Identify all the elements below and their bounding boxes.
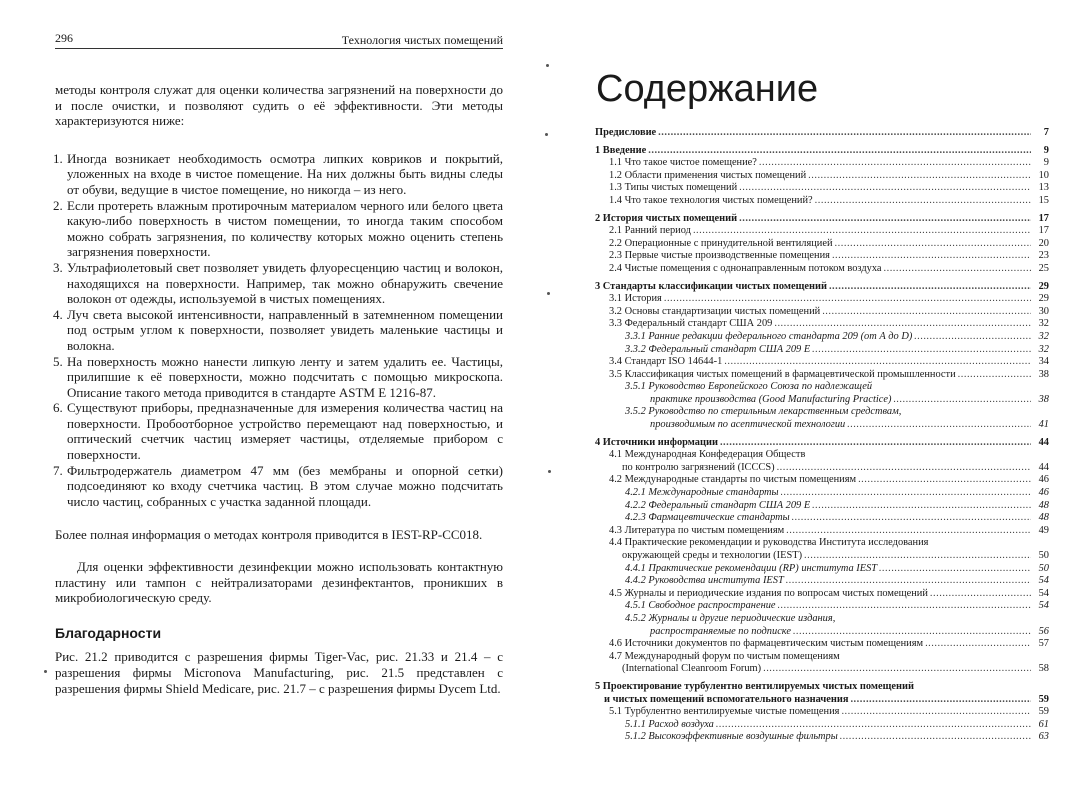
toc-page-number: 46 xyxy=(1038,487,1049,499)
toc-spacer xyxy=(595,432,1049,435)
running-title: Технология чистых помещений xyxy=(341,33,503,47)
toc-entry-title: 3.5 Классификация чистых помещений в фармацевтической промышленности xyxy=(609,368,956,380)
toc-entry-title: Предисловие xyxy=(595,127,657,138)
toc-entry xyxy=(595,157,1049,170)
toc-page-number: 34 xyxy=(1038,356,1049,368)
toc-entry xyxy=(595,588,1049,601)
toc-entry xyxy=(595,318,1049,331)
right-page xyxy=(540,0,1079,792)
method-text: Луч света высокой интенсивности, направленный в затемненном помещении под острым углом к поверхности, позволяет увидеть маленькие частицы и волокна. xyxy=(67,306,503,353)
toc-entry-title: и чистых помещений вспомогательного назначения xyxy=(604,693,849,705)
toc-entry xyxy=(595,225,1049,238)
toc-leader-dots xyxy=(781,487,1031,500)
method-number: 4. xyxy=(53,306,63,322)
toc-entry xyxy=(595,525,1049,538)
toc-leader-dots xyxy=(850,694,1031,707)
toc-entry xyxy=(595,419,1049,432)
toc-page-number: 10 xyxy=(1038,169,1049,181)
toc-page-number: 49 xyxy=(1038,524,1049,536)
toc-entry xyxy=(595,638,1049,651)
toc-page-number: 41 xyxy=(1038,419,1049,431)
toc-entry xyxy=(595,250,1049,263)
toc-leader-dots xyxy=(786,575,1031,588)
toc-leader-dots xyxy=(664,293,1031,306)
toc-leader-dots xyxy=(716,719,1031,732)
toc-leader-dots xyxy=(815,195,1031,208)
toc-page-number: 9 xyxy=(1043,144,1049,156)
toc-page-number: 32 xyxy=(1038,318,1049,330)
toc-leader-dots xyxy=(777,462,1031,475)
method-number: 6. xyxy=(53,400,63,416)
toc-entry xyxy=(595,170,1049,183)
toc-leader-dots xyxy=(763,663,1031,676)
toc-entry xyxy=(595,719,1049,732)
toc-leader-dots xyxy=(832,250,1031,263)
toc-leader-dots xyxy=(774,318,1031,331)
toc-page-number: 29 xyxy=(1038,280,1049,292)
toc-page-number: 48 xyxy=(1038,499,1049,511)
toc-entry-title: 2.3 Первые чистые производственные помещения xyxy=(609,250,830,262)
contents-title: Содержание xyxy=(596,68,819,110)
toc-page-number: 15 xyxy=(1038,194,1049,206)
toc-leader-dots xyxy=(925,638,1031,651)
toc-leader-dots xyxy=(884,263,1032,276)
method-item xyxy=(55,400,503,462)
toc-entry-title: 5.1 Турбулентно вентилируемые чистые помещения xyxy=(609,706,840,718)
toc-page-number: 50 xyxy=(1038,550,1049,561)
toc-entry-title: 3.5.2 Руководство по стерильным лекарственным средствам, xyxy=(625,406,902,418)
method-number: 3. xyxy=(53,259,63,275)
toc-entry-title: 4 Источники информации xyxy=(595,436,718,448)
toc-entry-title: 4.3 Литература по чистым помещениям xyxy=(609,524,785,536)
toc-entry xyxy=(595,474,1049,487)
toc-page-number: 58 xyxy=(1038,663,1049,675)
toc-entry-title: (International Cleanroom Forum) xyxy=(622,663,762,675)
toc-entry-title: 4.4.1 Практические рекомендации (RP) института IEST xyxy=(625,562,878,574)
toc-entry xyxy=(595,449,1049,462)
acknowledgements-heading: Благодарности xyxy=(55,624,162,641)
toc-entry xyxy=(595,394,1049,407)
toc-page-number: 38 xyxy=(1038,368,1049,380)
toc-entry xyxy=(595,293,1049,306)
toc-page-number: 61 xyxy=(1038,718,1049,730)
toc-entry-title: 3.4 Стандарт ISO 14644-1 xyxy=(609,356,723,368)
toc-leader-dots xyxy=(658,127,1031,140)
toc-page-number: 44 xyxy=(1038,461,1049,473)
toc-leader-dots xyxy=(804,550,1031,563)
toc-entry-title: 3 Стандарты классификации чистых помещений xyxy=(595,280,827,292)
toc-entry xyxy=(595,195,1049,208)
toc-page-number: 7 xyxy=(1043,127,1049,138)
toc-page-number: 56 xyxy=(1038,625,1049,637)
toc-leader-dots xyxy=(739,213,1031,226)
toc-spacer xyxy=(595,276,1049,279)
toc-entry xyxy=(595,281,1049,294)
toc-entry xyxy=(595,437,1049,450)
toc-leader-dots xyxy=(840,731,1031,744)
toc-entry-title: 4.6 Источники документов по фармацевтическим чистым помещениям xyxy=(609,638,924,650)
toc-leader-dots xyxy=(808,170,1031,183)
toc-leader-dots xyxy=(958,369,1031,382)
toc-spacer xyxy=(595,676,1049,679)
toc-entry-title: практике производства (Good Manufacturing Practice) xyxy=(650,393,892,405)
toc-leader-dots xyxy=(720,437,1031,450)
table-of-contents xyxy=(595,125,1049,744)
scan-speck xyxy=(547,292,550,295)
toc-entry xyxy=(595,681,1049,694)
toc-leader-dots xyxy=(786,525,1031,538)
method-text: Иногда возникает необходимость осмотра липких ковриков и покрытий, уложенных на входе в чистое помещение. На них должны быть видны следы от обуви, ведущие в чистое помещение, но никогда – из него. xyxy=(67,150,503,197)
toc-entry xyxy=(595,127,1049,140)
toc-leader-dots xyxy=(693,225,1031,238)
toc-entry xyxy=(595,213,1049,226)
toc-entry xyxy=(595,306,1049,319)
toc-entry xyxy=(595,663,1049,676)
toc-entry xyxy=(595,651,1049,664)
more-info-paragraph: Более полная информация о методах контроля приводится в IEST-RP-CC018. xyxy=(55,527,483,543)
toc-entry xyxy=(595,694,1049,707)
toc-entry-title: производимым по асептической технологии xyxy=(650,419,846,431)
toc-entry-title: 4.2.3 Фармацевтические стандарты xyxy=(625,512,790,524)
toc-leader-dots xyxy=(858,474,1031,487)
toc-entry-title: 1.1 Что такое чистое помещение? xyxy=(609,157,757,169)
toc-entry xyxy=(595,182,1049,195)
toc-page-number: 32 xyxy=(1038,330,1049,342)
toc-page-number: 20 xyxy=(1038,237,1049,249)
scan-speck xyxy=(548,470,551,473)
toc-entry-title: 1.3 Типы чистых помещений xyxy=(609,182,738,194)
scan-speck xyxy=(546,64,549,67)
toc-page-number: 46 xyxy=(1038,474,1049,486)
method-text: Ультрафиолетовый свет позволяет увидеть флуоресценцию частиц и волокон, находящихся на поверхности. Например, так можно обнаружить свечение волокон от одежды, используемой в чистых помещениях. xyxy=(67,259,503,307)
toc-page-number: 59 xyxy=(1038,706,1049,718)
toc-entry xyxy=(595,487,1049,500)
toc-entry-title: по контролю загрязнений (ICCCS) xyxy=(622,461,775,473)
method-text: На поверхность можно нанести липкую ленту и затем удалить ее. Частицы, прилипшие к её поверхности, можно подсчитать с помощью микроскопа. Описание такого метода приводится в стандарте ASTM E 1216-87. xyxy=(67,353,503,400)
toc-entry xyxy=(595,381,1049,394)
toc-entry-title: 1.2 Области применения чистых помещений xyxy=(609,169,807,181)
toc-page-number: 29 xyxy=(1038,293,1049,305)
toc-entry-title: 2.4 Чистые помещения с однонаправленным потоком воздуха xyxy=(609,262,882,274)
toc-leader-dots xyxy=(841,706,1031,719)
toc-entry-title: окружающей среды и технологии (IEST) xyxy=(622,550,803,561)
method-item xyxy=(55,463,503,510)
toc-page-number: 32 xyxy=(1038,343,1049,355)
method-item xyxy=(55,354,503,401)
toc-leader-dots xyxy=(739,182,1031,195)
toc-page-number: 13 xyxy=(1038,182,1049,194)
toc-entry-title: 3.3.1 Ранние редакции федерального стандарта 209 (от А до D) xyxy=(625,330,913,342)
toc-leader-dots xyxy=(792,512,1031,525)
toc-entry-title: 4.1 Международная Конфедерация Обществ xyxy=(609,449,806,461)
toc-entry-title: 5.1.1 Расход воздуха xyxy=(625,718,714,730)
toc-entry-title: 3.1 История xyxy=(609,293,662,305)
toc-spacer xyxy=(595,208,1049,211)
toc-entry xyxy=(595,626,1049,639)
method-number: 7. xyxy=(53,462,63,478)
method-number: 5. xyxy=(53,353,63,369)
toc-entry xyxy=(595,406,1049,419)
method-text: Фильтродержатель диаметром 47 мм (без мембраны и опорной сетки) подсоединяют ко входу счетчика частиц. В этом случае можно подсчитать число частиц, собранных с участка заданной площади. xyxy=(67,462,503,509)
toc-entry-title: 4.4 Практические рекомендации и руководства Института исследования xyxy=(609,537,929,549)
toc-leader-dots xyxy=(847,419,1031,432)
method-item xyxy=(55,307,503,354)
scan-speck xyxy=(545,133,548,136)
toc-entry-title: 4.2 Международные стандарты по чистым помещениям xyxy=(609,474,857,486)
toc-page-number: 44 xyxy=(1038,436,1049,448)
toc-entry xyxy=(595,356,1049,369)
toc-entry xyxy=(595,500,1049,513)
toc-leader-dots xyxy=(778,600,1031,613)
toc-entry-title: 4.5.2 Журналы и другие периодические издания, xyxy=(625,612,836,624)
acknowledgements-text: Рис. 21.2 приводится с разрешения фирмы Tiger-Vac, рис. 21.33 и 21.4 – с разрешения фирмы Micronova Manufacturing, рис. 21.5 представлен с разрешения фирмы Shield Medicare, рис. 21.7 – с разрешения фирмы Dycem Ltd. xyxy=(55,649,503,696)
toc-entry-title: 1 Введение xyxy=(595,144,647,156)
left-body xyxy=(55,82,503,696)
toc-leader-dots xyxy=(879,563,1031,576)
toc-entry xyxy=(595,613,1049,626)
toc-page-number: 38 xyxy=(1038,393,1049,405)
toc-leader-dots xyxy=(812,500,1031,513)
toc-entry xyxy=(595,563,1049,576)
toc-entry xyxy=(595,145,1049,158)
toc-entry xyxy=(595,462,1049,475)
toc-spacer xyxy=(595,140,1049,143)
toc-page-number: 23 xyxy=(1038,250,1049,262)
toc-entry xyxy=(595,263,1049,276)
running-header xyxy=(55,28,503,49)
toc-page-number: 63 xyxy=(1038,731,1049,743)
toc-entry-title: 4.7 Международный форум по чистым помещениям xyxy=(609,650,840,662)
toc-entry xyxy=(595,600,1049,613)
toc-leader-dots xyxy=(835,238,1031,251)
page-number: 296 xyxy=(55,31,73,45)
disinfection-paragraph: Для оценки эффективности дезинфекции можно использовать контактную пластину или тампон с нейтрализаторами дезинфектантов, проникших в микробиологическую среду. xyxy=(55,559,503,606)
method-item xyxy=(55,260,503,307)
toc-entry-title: 2.2 Операционные с принудительной вентиляцией xyxy=(609,237,833,249)
toc-page-number: 17 xyxy=(1038,212,1049,224)
method-text: Если протереть влажным протирочным материалом черного или белого цвета какую-либо поверхность в чистом помещении, то иногда таким способом можно собрать загрязнения, по количеству которых можно оценить степень загрязнения поверхности. xyxy=(67,197,503,260)
toc-page-number: 50 xyxy=(1038,562,1049,574)
toc-entry xyxy=(595,550,1049,563)
toc-entry-title: 1.4 Что такое технология чистых помещений? xyxy=(609,194,813,206)
toc-entry xyxy=(595,575,1049,588)
toc-entry xyxy=(595,706,1049,719)
toc-entry-title: 4.5 Журналы и периодические издания по вопросам чистых помещений xyxy=(609,587,928,599)
toc-leader-dots xyxy=(648,145,1031,158)
toc-page-number: 25 xyxy=(1038,262,1049,274)
toc-entry-title: 3.5.1 Руководство Европейского Союза по надлежащей xyxy=(625,381,873,393)
toc-entry xyxy=(595,331,1049,344)
toc-entry-title: 3.3 Федеральный стандарт США 209 xyxy=(609,318,773,330)
toc-leader-dots xyxy=(914,331,1031,344)
toc-page-number: 54 xyxy=(1038,600,1049,612)
toc-page-number: 17 xyxy=(1038,225,1049,237)
method-item xyxy=(55,151,503,198)
method-number: 2. xyxy=(53,197,63,213)
toc-page-number: 54 xyxy=(1038,575,1049,587)
method-text: Существуют приборы, предназначенные для измерения количества частиц на поверхности. Пробоотборное устройство перемещают над поверхностью, и оптический счетчик частиц измеряет частицы, отделяемые прибором с поверхности. xyxy=(67,400,503,463)
toc-entry-title: 2 История чистых помещений xyxy=(595,212,738,224)
toc-entry xyxy=(595,238,1049,251)
toc-entry-title: 3.2 Основы стандартизации чистых помещений xyxy=(609,305,821,317)
toc-entry-title: 3.3.2 Федеральный стандарт США 209 Е xyxy=(625,343,811,355)
method-item xyxy=(55,198,503,260)
scan-speck xyxy=(44,670,47,673)
method-number: 1. xyxy=(53,150,63,166)
toc-leader-dots xyxy=(822,306,1031,319)
toc-entry-title: 4.5.1 Свободное распространение xyxy=(625,600,776,612)
toc-page-number: 9 xyxy=(1043,157,1049,169)
toc-entry xyxy=(595,731,1049,744)
toc-page-number: 48 xyxy=(1038,512,1049,524)
toc-page-number: 57 xyxy=(1038,638,1049,650)
toc-entry-title: 5 Проектирование турбулентно вентилируемых чистых помещений xyxy=(595,680,914,692)
toc-leader-dots xyxy=(759,157,1031,170)
toc-leader-dots xyxy=(812,344,1031,357)
toc-leader-dots xyxy=(793,626,1031,639)
toc-entry-title: 5.1.2 Высокоэффективные воздушные фильтры xyxy=(625,731,838,743)
toc-entry xyxy=(595,369,1049,382)
toc-entry xyxy=(595,344,1049,357)
toc-leader-dots xyxy=(724,356,1031,369)
toc-entry-title: распространяемые по подписке xyxy=(650,625,792,637)
intro-paragraph: методы контроля служат для оценки количества загрязнений на поверхности до и после очистки, и позволяют судить о её эффективности. Эти методы характеризуются ниже: xyxy=(55,82,503,129)
toc-leader-dots xyxy=(893,394,1031,407)
toc-entry-title: 4.2.2 Федеральный стандарт США 209 Е xyxy=(625,499,811,511)
methods-list xyxy=(55,151,503,510)
toc-entry xyxy=(595,537,1049,550)
toc-leader-dots xyxy=(930,588,1031,601)
toc-page-number: 59 xyxy=(1038,693,1049,705)
toc-entry xyxy=(595,512,1049,525)
toc-page-number: 54 xyxy=(1038,587,1049,599)
toc-entry-title: 4.4.2 Руководства института IEST xyxy=(625,575,784,587)
toc-page-number: 30 xyxy=(1038,305,1049,317)
toc-leader-dots xyxy=(829,281,1031,294)
toc-entry-title: 2.1 Ранний период xyxy=(609,225,691,237)
toc-entry-title: 4.2.1 Международные стандарты xyxy=(625,487,779,499)
